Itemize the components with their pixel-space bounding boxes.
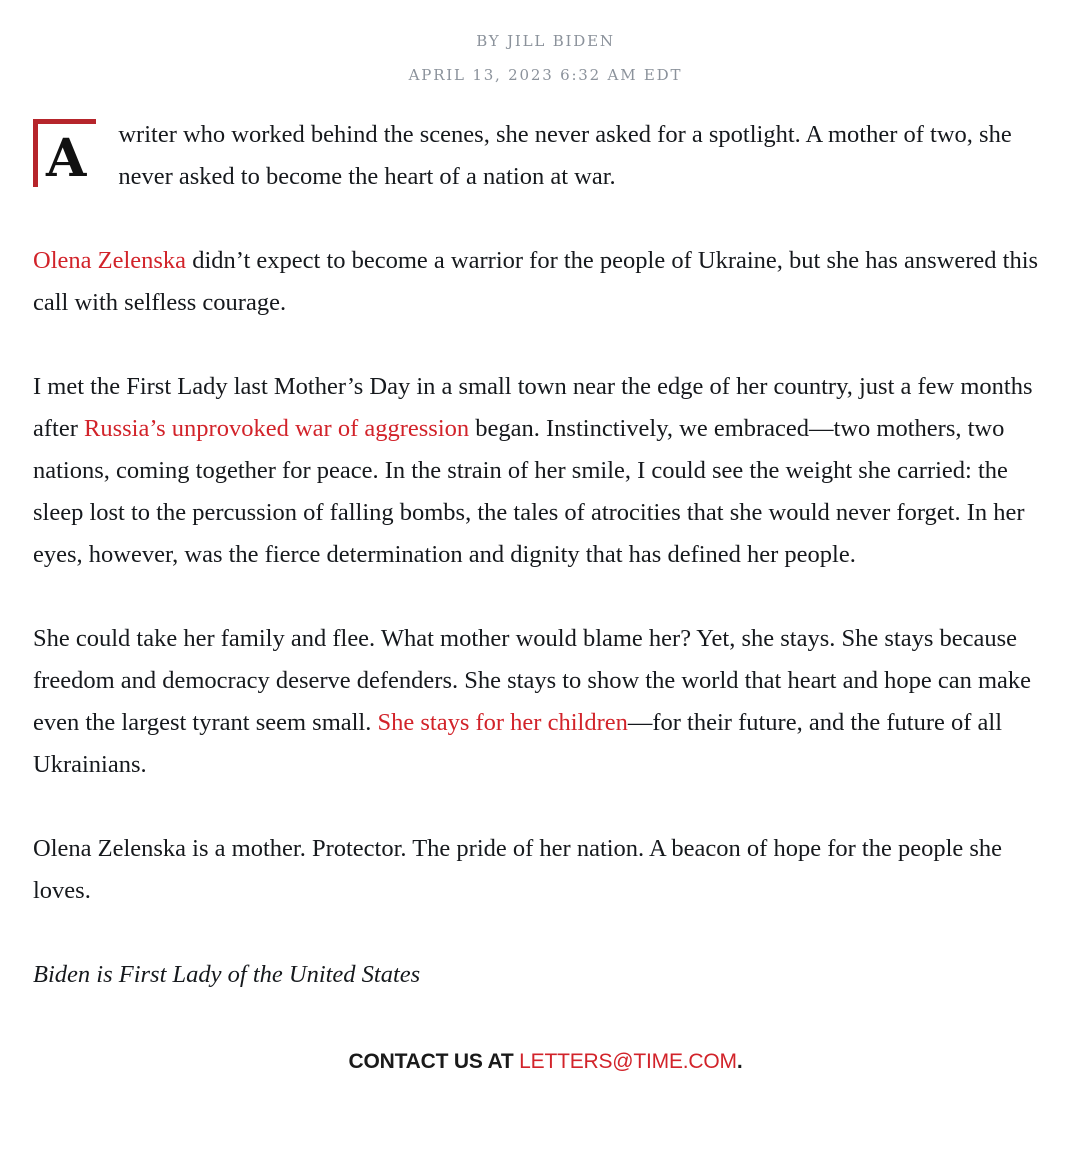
dropcap-letter: A [33,119,96,187]
paragraph [33,366,1058,576]
paragraph [33,618,1058,786]
contact-footer [33,1050,1058,1074]
link-olena-zelenska[interactable]: Olena Zelenska [33,247,187,274]
text-segment: writer who worked behind the scenes, she never asked for a spotlight. A mother of two, she never asked to become the heart of a nation at war. [118,121,1012,190]
text-segment: I met the First Lady last Mother’s Day in a small town near the edge of her country, just a few months after [33,373,1033,442]
text-segment: Olena Zelenska is a mother. Protector. The pride of her nation. A beacon of hope for the people she loves. [33,835,1003,904]
dateline: APRIL 13, 2023 6:32 AM EDT [408,66,683,84]
link-she-stays-for-her-children[interactable]: She stays for her children [377,709,628,736]
link-letters-email[interactable]: LETTERS@TIME.COM [519,1050,737,1073]
text-segment: She could take her family and flee. What mother would blame her? Yet, she stays. She stays because freedom and democracy deserve defenders. She stays to show the world that heart and hope can make even the largest tyrant seem small. [33,625,1032,736]
paragraph [33,114,1058,198]
text-segment: didn’t expect to become a warrior for the people of Ukraine, but she has answered this call with selfless courage. [33,247,1039,316]
paragraph [33,240,1058,324]
text-segment: —for their future, and the future of all Ukrainians. [33,709,1003,778]
paragraph [33,828,1058,912]
article-body [33,114,1058,996]
contact-suffix: . [736,1050,743,1073]
contact-label: CONTACT US AT [348,1050,520,1073]
link-russias-unprovoked-war[interactable]: Russia’s unprovoked war of aggression [84,415,470,442]
text-segment: began. Instinctively, we embraced—two mothers, two nations, coming together for peace. In the strain of her smile, I could see the weight she carried: the sleep lost to the percussion of falling bombs, the tales of atrocities that she would never forget. In her eyes, however, was the fierce determination and dignity that has defined her people. [33,415,1025,568]
author-note: Biden is First Lady of the United States [33,961,421,988]
byline: BY JILL BIDEN [476,32,615,50]
